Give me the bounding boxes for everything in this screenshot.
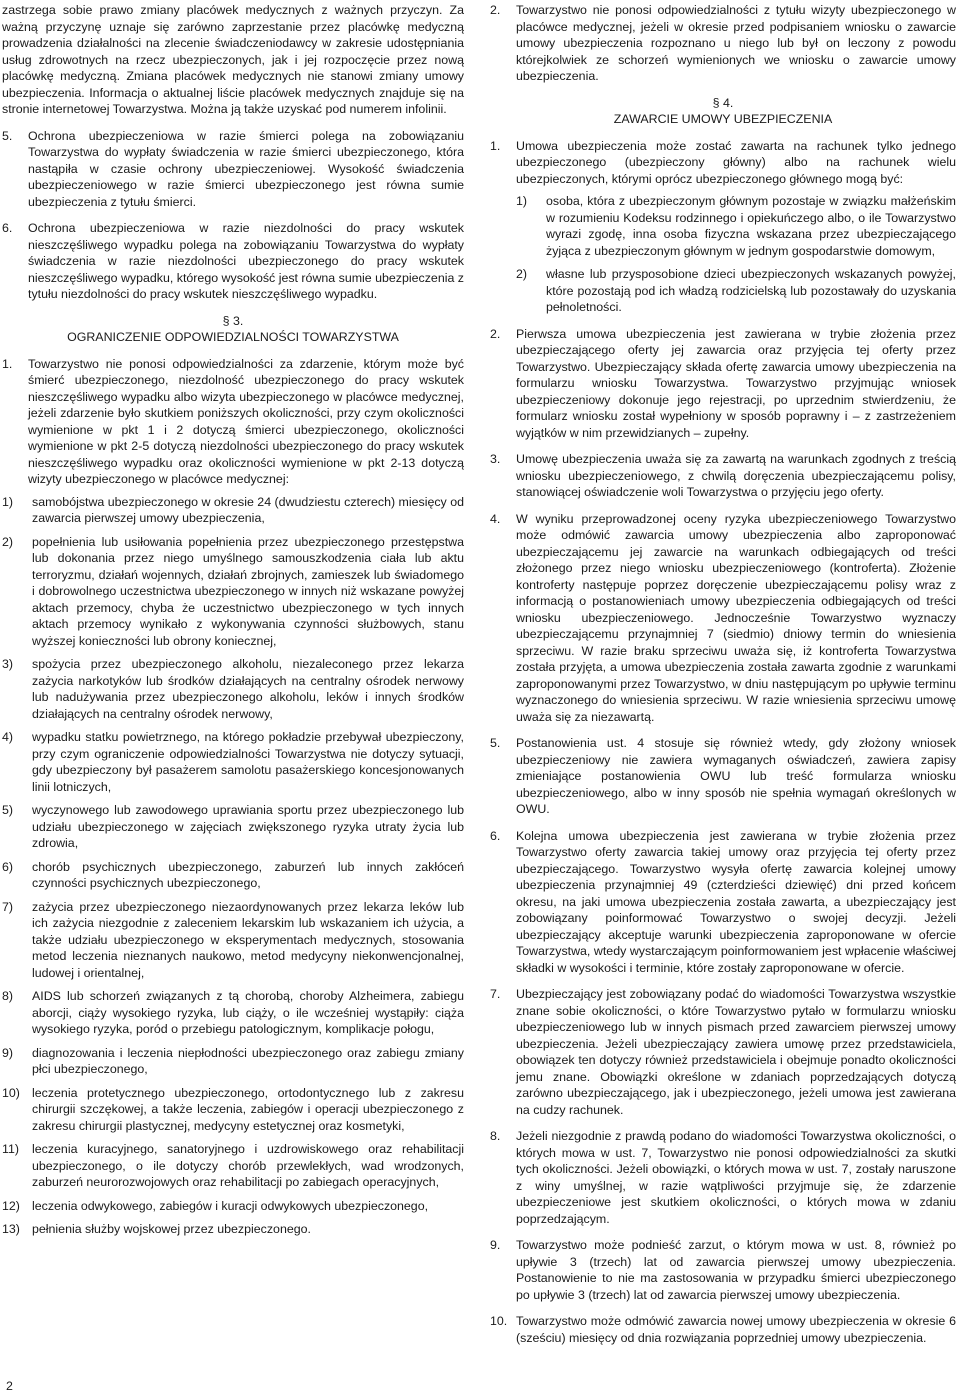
clause-item xyxy=(490,1313,956,1346)
item-number: 2. xyxy=(490,326,501,341)
exclusion-item xyxy=(2,1045,464,1078)
item-number: 5) xyxy=(2,803,14,817)
item-text: osoba, która z ubezpieczonym głównym pozostaje w związku małżeńskim w rozumieniu Kodeksu rodzinnego i opiekuńczego albo, o ile Towarzystwo wyrazi zgodę, inna osoba fizyczna wskazana przez ubezpieczającego żyjąca z ubezpieczonym głównym w jednym gospodarstwie domowym, xyxy=(546,194,956,258)
clause-item xyxy=(490,451,956,501)
exclusion-item xyxy=(2,988,464,1038)
item-text: Kolejna umowa ubezpieczenia jest zawierana w trybie złożenia przez Towarzystwo oferty zawarcia takiej umowy oraz przyjęcia tej oferty przez ubezpieczającego. Towarzystwo wysyła ofertę zawarcia kolejnej umowy ubezpieczenia przynajmniej 49 (czterdzieści dziewięć) dni przed końcem okresu, na jaki umowa ubezpieczenia została zawarta, a ubezpieczający jest zobowiązany poinformować Towarzystwo o swojej decyzji. Jeżeli ubezpieczający akceptuje warunki ubezpieczenia zaproponowane w ofercie Towarzystwa, wtedy wystarczającym poinformowaniem jest wpłacenie właściwej składki w wysokości i terminie, które zostały zaproponowane w ofercie. xyxy=(516,828,956,975)
paragraph-text: Towarzystwo nie ponosi odpowiedzialności z tytułu wizyty ubezpieczonego w placówce medycznej, jeżeli w okresie przed podpisaniem wniosku o zawarcie umowy ubezpieczenia rozpoznano u niego lub był on leczony z powodu którejkolwiek ze schorzeń wymienionych we wniosku o zawarcie umowy ubezpieczenia. xyxy=(516,3,956,83)
item-number: 3. xyxy=(490,452,501,466)
exclusion-item xyxy=(2,1198,464,1215)
item-number: 12) xyxy=(2,1198,20,1213)
right-column xyxy=(490,2,956,1356)
item-number: 13) xyxy=(2,1222,20,1236)
item-text: spożycia przez ubezpieczonego alkoholu, niezaleconego przez lekarza zażycia narkotyków lub środków działających na centralny ośrodek nerwowy lub nadużywania przez ubezpieczonego alkoholu, leków i innych środków działających na centralny ośrodek nerwowy, xyxy=(32,657,464,721)
insured-person-item xyxy=(516,193,956,259)
item-text: leczenia protetycznego ubezpieczonego, ortodontycznego lub z zakresu chirurgii szczękowej, a także leczenia, zabiegów i operacji ubezpieczonego z zakresu chirurgii plastycznej, medycyny estetycznej oraz kosmetyki, xyxy=(32,1085,464,1133)
clause-item xyxy=(490,828,956,977)
exclusion-item xyxy=(2,802,464,852)
insured-persons-list xyxy=(516,193,956,316)
exclusion-item xyxy=(2,1085,464,1135)
item-number: 6. xyxy=(490,828,501,843)
item-number: 2) xyxy=(2,534,14,549)
paragraph-text: Ochrona ubezpieczeniowa w razie niezdolności do pracy wskutek nieszczęśliwego wypadku polega na zobowiązaniu Towarzystwa do wypłaty świadczenia w razie niezdolności ubezpieczonego do pracy wskutek nieszczęśliwego wypadku, którego wysokość jest równa sumie ubezpieczenia z tytułu niezdolności do pracy wskutek nieszczęśliwego wypadku. xyxy=(28,221,464,301)
item-number: 5. xyxy=(490,736,501,750)
paragraph-number: 5. xyxy=(2,128,13,143)
item-number: 9. xyxy=(490,1238,501,1252)
paragraph-text: Umowa ubezpieczenia może zostać zawarta na rachunek tylko jednego ubezpieczonego (ubezpieczony główny) albo na rachunek wielu ubezpieczonych, którymi oprócz ubezpieczonego głównego mogą być: xyxy=(516,138,956,186)
item-number: 11) xyxy=(2,1142,19,1156)
item-text: samobójstwa ubezpieczonego w okresie 24 (dwudziestu czterech) miesięcy od zawarcia pierwszej umowy ubezpieczenia, xyxy=(32,494,464,525)
item-text: wyczynowego lub zawodowego uprawiania sportu przez ubezpieczonego lub udziału ubezpieczonego w zajęciach zwiększonego ryzyka utraty życia lub zdrowia, xyxy=(32,803,464,850)
item-text: chorób psychicznych ubezpieczonego, zaburzeń lub innych zakłóceń czynności psychicznych ubezpieczonego, xyxy=(32,859,464,890)
exclusion-item xyxy=(2,534,464,650)
clause-item xyxy=(490,1128,956,1227)
insured-person-item xyxy=(516,266,956,316)
item-text: zażycia przez ubezpieczonego niezaordynowanych przez lekarza leków lub ich zażycia niezgodnie z zaleceniem lekarskim lub wskazaniem ich użycia, a także udziału ubezpieczonego w eksperymentach medycznych, stosowania metod leczenia nieznanych naukowo, metod medycyny niekonwencjonalnej, ludowej i orientalnej, xyxy=(32,899,464,980)
section-title: ZAWARCIE UMOWY UBEZPIECZENIA xyxy=(613,112,833,126)
section-4-clauses xyxy=(490,326,956,1347)
section-title: OGRANICZENIE ODPOWIEDZIALNOŚCI TOWARZYSTWA xyxy=(67,330,399,344)
clause-3-2 xyxy=(490,2,956,85)
item-number: 2) xyxy=(516,267,528,281)
paragraph-number: 1. xyxy=(490,138,501,153)
section-number: § 4. xyxy=(712,95,734,110)
clause-item xyxy=(490,326,956,442)
item-text: leczenia odwykowego, zabiegów i kuracji odwykowych ubezpieczonego, xyxy=(32,1198,429,1213)
paragraph-number: 2. xyxy=(490,3,501,17)
clause-item xyxy=(490,735,956,818)
paragraph-text: Ochrona ubezpieczeniowa w razie śmierci polega na zobowiązaniu Towarzystwa do wypłaty świadczenia w razie śmierci ubezpieczonego, która nastąpiła w czasie ochrony ubezpieczeniowej. Wysokość świadczenia ubezpieczeniowego w razie śmierci ubezpieczonego jest równa sumie ubezpieczenia z tytułu śmierci. xyxy=(28,128,464,209)
clause-3-1 xyxy=(2,356,464,488)
clause-item xyxy=(490,1237,956,1303)
item-number: 6) xyxy=(2,859,14,874)
left-column xyxy=(2,2,464,1245)
page-number: 2 xyxy=(6,1378,13,1393)
paragraph-text: Towarzystwo nie ponosi odpowiedzialności za zdarzenie, którym może być śmierć ubezpieczonego, niezdolność ubezpieczonego do pracy wskutek nieszczęśliwego wypadku albo wizyta ubezpieczonego w placówce medycznej, jeżeli zdarzenie było skutkiem poniższych okoliczności, przy czym okoliczności wymienione w pkt 1 i 2 dotyczą śmierci ubezpieczonego, okoliczności wymienione w pkt 2-5 dotyczą niezdolności ubezpieczonego do pracy wskutek nieszczęśliwego wypadku oraz okoliczności wymienione w pkt 2-13 dotyczą wizyty ubezpieczonego w placówce medycznej: xyxy=(28,356,464,486)
item-text: pełnienia służby wojskowej przez ubezpieczonego. xyxy=(32,1222,311,1236)
clause-item xyxy=(490,511,956,726)
paragraph-5 xyxy=(2,128,464,211)
section-4-heading xyxy=(490,95,956,128)
item-text: Postanowienia ust. 4 stosuje się również wtedy, gdy złożony wniosek ubezpieczeniowy nie zawiera wymaganych oświadczeń, zawiera zapisy zmieniające postanowienia OWU lub treść formularza wniosku ubezpieczeniowego, albo w inny sposób nie spełnia wymagań określonych w OWU. xyxy=(516,736,956,816)
item-text: AIDS lub schorzeń związanych z tą chorobą, choroby Alzheimera, zabiegu aborcji, ciąży wysokiego ryzyka, lub ciąży, o ile wcześniej wystąpiły: ciąża wysokiego ryzyka, poród o przebiegu patologicznym, komplikacje połogu, xyxy=(32,989,464,1036)
item-number: 1) xyxy=(2,494,14,509)
section-number: § 3. xyxy=(222,313,244,328)
item-number: 8. xyxy=(490,1129,501,1143)
item-number: 4) xyxy=(2,730,14,744)
exclusion-item xyxy=(2,729,464,795)
item-number: 7. xyxy=(490,987,501,1001)
exclusion-item xyxy=(2,656,464,722)
item-number: 3) xyxy=(2,657,14,671)
paragraph-number: 6. xyxy=(2,221,13,235)
item-number: 10. xyxy=(490,1314,508,1328)
section-3-heading xyxy=(2,313,464,346)
item-number: 4. xyxy=(490,511,501,526)
item-text: Umowę ubezpieczenia uważa się za zawartą na warunkach zgodnych z treścią wniosku ubezpieczeniowego, z chwilą doręczenia ubezpieczającemu polisy, stanowiącej oświadczenie woli Towarzystwa o przyjęciu jego oferty. xyxy=(516,452,956,499)
item-text: własne lub przysposobione dzieci ubezpieczonych wskazanych powyżej, które pozostają pod ich władzą rodzicielską lub pozostawały do uzyskania pełnoletności. xyxy=(546,267,956,314)
item-text: diagnozowania i leczenia niepłodności ubezpieczonego oraz zabiegu zmiany płci ubezpieczonego, xyxy=(32,1045,464,1076)
paragraph-6 xyxy=(2,220,464,303)
paragraph-number: 1. xyxy=(2,356,13,371)
item-text: Towarzystwo może odmówić zawarcia nowej umowy ubezpieczenia w okresie 6 (sześciu) miesięcy od dnia rozwiązania poprzedniej umowy ubezpieczenia. xyxy=(516,1314,956,1345)
clause-4-1 xyxy=(490,138,956,316)
item-text: Pierwsza umowa ubezpieczenia jest zawierana w trybie złożenia przez ubezpieczającego oferty jej zawarcia oraz przyjęcia tej oferty przez Towarzystwo. Ubezpieczający składa ofertę zawarcia umowy ubezpieczenia na formularzu wniosku Towarzystwa. Towarzystwo przyjmując wniosek ubezpieczeniowy dokonuje jego rejestracji, po uprzednim stwierdzeniu, że formularz wniosku został wypełniony w sposób poprawny i – z zastrzeżeniem wyjątków w nim przewidzianych – zupełny. xyxy=(516,326,956,440)
item-text: leczenia kuracyjnego, sanatoryjnego i uzdrowiskowego oraz rehabilitacji ubezpieczonego, o ile dotyczy chorób przewlekłych, wad wrodzonych, zaburzeń neurorozwojowych oraz rehabilitacji po zabiegach operacyjnych, xyxy=(32,1142,464,1189)
exclusion-item xyxy=(2,899,464,982)
item-text: popełnienia lub usiłowania popełnienia przez ubezpieczonego przestępstwa lub dokonania przez niego umyślnego samouszkodzenia ciała lub aktu terroryzmu, działań wojennych, działań zbrojnych, zamieszek lub świadomego i dobrowolnego uczestnictwa ubezpieczonego w innych niż wskazane powyżej aktach przemocy, chyba że uczestnictwo ubezpieczonego w tych innych aktach przemocy wynikało z wykonywania czynności służbowych, stanu wyższej konieczności lub obrony koniecznej, xyxy=(32,534,464,648)
exclusion-item xyxy=(2,494,464,527)
item-number: 8) xyxy=(2,989,14,1003)
item-number: 7) xyxy=(2,899,14,914)
exclusion-item xyxy=(2,1221,464,1238)
item-text: Jeżeli niezgodnie z prawdą podano do wiadomości Towarzystwa okoliczności, o których mowa w ust. 7, Towarzystwo nie ponosi odpowiedzialności za skutki tych okoliczności. Jeżeli obowiązki, o których mowa w ust. 7, zostały naruszone z winy umyślnej, w razie wątpliwości przyjmuje się, że zdarzenie ubezpieczeniowe jest skutkiem okoliczności, o których mowa w zdaniu poprzedzającym. xyxy=(516,1129,956,1226)
item-number: 1) xyxy=(516,194,528,208)
clause-item xyxy=(490,986,956,1118)
item-text: Ubezpieczający jest zobowiązany podać do wiadomości Towarzystwa wszystkie znane sobie okoliczności, o które Towarzystwo pytało w formularzu wniosku ubezpieczeniowego lub w innych pismach przed zawarciem pierwszej umowy ubezpieczenia. Jeżeli ubezpieczający zawiera umowę przez przedstawiciela, obowiązek ten dotyczy również przedstawiciela i obejmuje ponadto okoliczności jemu znane. Obowiązki określone w zdaniach poprzedzających dotyczą zarówno ubezpieczającego, jak i ubezpieczonego, jeżeli umowa jest zawierana na cudzy rachunek. xyxy=(516,987,956,1117)
exclusions-list xyxy=(2,494,464,1238)
item-text: wypadku statku powietrznego, na którego pokładzie przebywał ubezpieczony, przy czym ograniczenie odpowiedzialności Towarzystwa nie dotyczy sytuacji, gdy ubezpieczony był pasażerem samolotu pasażerskiego koncesjonowanych linii lotniczych, xyxy=(32,730,464,794)
item-number: 9) xyxy=(2,1045,14,1060)
exclusion-item xyxy=(2,1141,464,1191)
item-number: 10) xyxy=(2,1085,20,1100)
continued-paragraph: zastrzega sobie prawo zmiany placówek medycznych z ważnych przyczyn. Za ważną przyczynę uznaje się zarówno zaprzestanie przez placówkę medyczną prowadzenia działalności na zlecenie świadczeniodawcy w zakresie udostępniania usług zdrowotnych na rzecz ubezpieczonych, jak i jej rozpoczęcie przez nową placówkę medyczną. Zmiana placówek medycznych nie stanowi zmiany umowy ubezpieczenia. Informacja o aktualnej liście placówek medycznych znajduje się na stronie internetowej Towarzystwa. Można ją także uzyskać pod numerem infolinii. xyxy=(2,3,464,116)
exclusion-item xyxy=(2,859,464,892)
item-text: Towarzystwo może podnieść zarzut, o którym mowa w ust. 8, również po upływie 3 (trzech) lat od zawarcia pierwszej umowy ubezpieczenia. Postanowienie to nie ma zastosowania w przypadku śmierci ubezpieczonego po upływie 3 (trzech) lat od zawarcia pierwszej umowy ubezpieczenia. xyxy=(516,1238,956,1302)
item-text: W wyniku przeprowadzonej oceny ryzyka ubezpieczeniowego Towarzystwo może odmówić zawarcia umowy ubezpieczenia albo zaproponować ubezpieczającemu jej zawarcie na warunkach odbiegających od treści złożonego przez niego wniosku ubezpieczeniowego (kontroferta). Złożenie kontroferty następuje poprzez doręczenie ubezpieczającemu polisy wraz z informacją o postanowieniach umowy ubezpieczenia odbiegających od treści wniosku ubezpieczeniowego. Jednocześnie Towarzystwo wyznaczy ubezpieczającemu przynajmniej 7 (siedmio) dniowy termin do wniesienia sprzeciwu. W razie braku sprzeciwu uważa się, iż kontroferta Towarzystwa została przyjęta, a umowa ubezpieczenia została zawarta zgodnie z warunkami zaproponowanymi przez Towarzystwo, w dniu następującym po upływie terminu wyznaczonego do wniesienia sprzeciwu. W razie wniesienia sprzeciwu umowę uważa się za niezawartą. xyxy=(516,511,956,724)
